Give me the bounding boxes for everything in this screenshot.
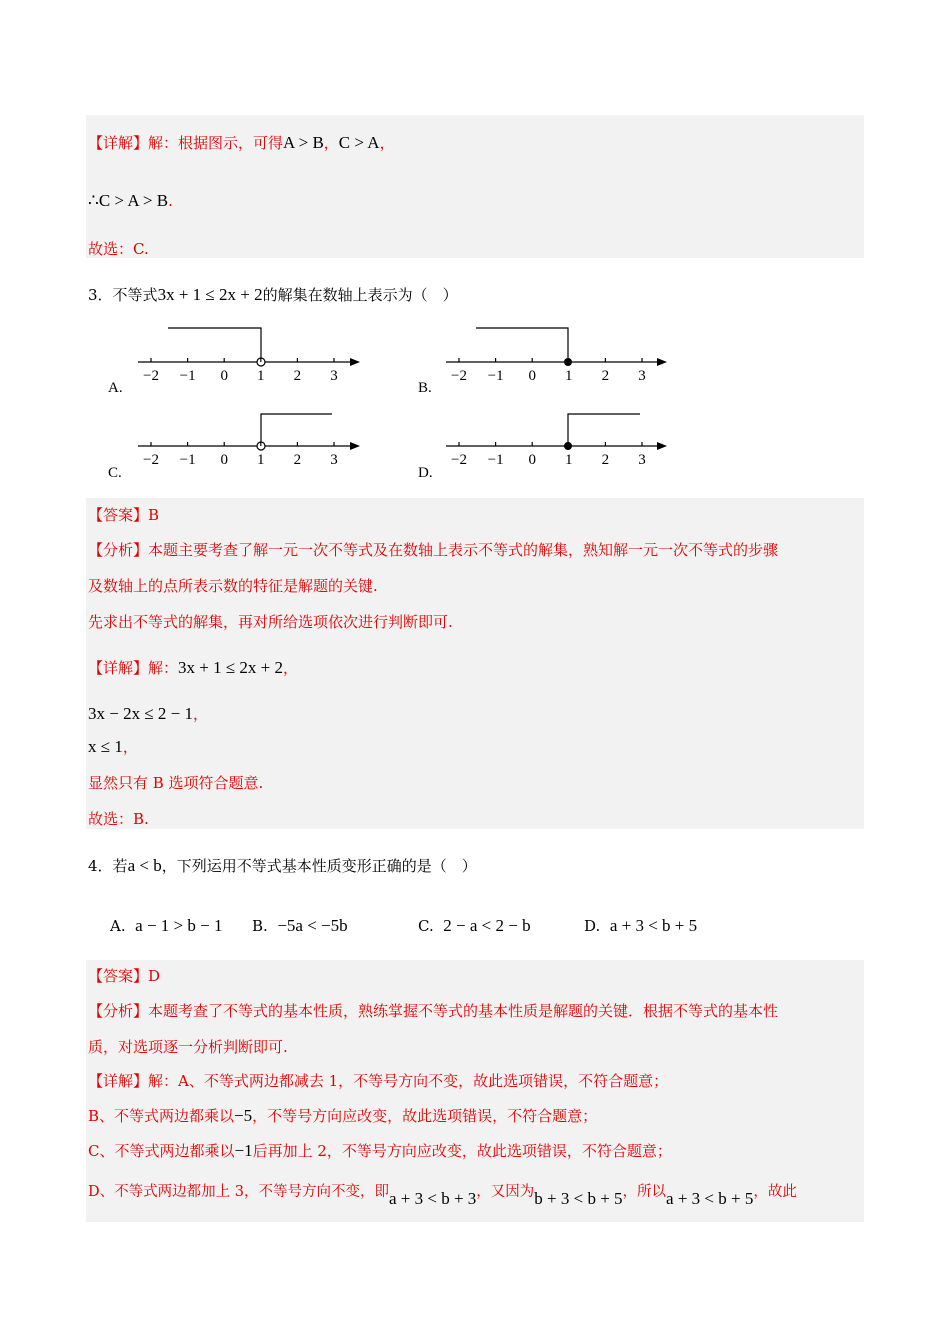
q4-detail-a: 【详解】解：A、不等式两边都减去 1，不等号方向不变，故此选项错误，不符合题意； xyxy=(88,1072,669,1090)
q3-choice: 故选：B. xyxy=(88,810,149,828)
tick-label: 1 xyxy=(257,452,265,468)
tick-label: 2 xyxy=(293,368,302,384)
q4-stem: 4．若a < b，下列运用不等式基本性质变形正确的是（ ） xyxy=(88,856,477,875)
tick-label: 3 xyxy=(638,368,646,384)
tick-label: −1 xyxy=(487,368,504,384)
closed-point xyxy=(564,442,572,450)
tick-label: 0 xyxy=(220,368,228,384)
option-d-label: D. xyxy=(418,465,433,481)
q3-detail-step3: x ≤ 1， xyxy=(88,737,138,756)
q3-options-figure xyxy=(0,318,950,488)
q3-conclusion: 显然只有 B 选项符合题意. xyxy=(88,774,264,792)
q2-choice: 故选：C. xyxy=(88,240,149,258)
q3-analysis-3: 先求出不等式的解集，再对所给选项依次进行判断即可. xyxy=(88,613,453,631)
tick-label: 1 xyxy=(257,368,265,384)
q2-detail-line: 【详解】解：根据图示，可得A > B，C > A， xyxy=(88,133,395,152)
tick-label: 1 xyxy=(565,368,573,384)
closed-point xyxy=(564,358,572,366)
option-c-label: C. xyxy=(108,465,122,481)
tick-label: −2 xyxy=(143,452,159,468)
q3-detail-step2: 3x − 2x ≤ 2 − 1， xyxy=(88,704,209,723)
tick-label: −2 xyxy=(143,368,159,384)
tick-label: 3 xyxy=(638,452,646,468)
tick-label: 0 xyxy=(528,452,536,468)
tick-label: 0 xyxy=(528,368,536,384)
q3-answer: 【答案】B xyxy=(88,506,160,524)
tick-label: −2 xyxy=(451,452,467,468)
q4-option-b[interactable]: B. −5a < −5b xyxy=(252,916,348,935)
option-a-numberline[interactable] xyxy=(108,328,360,396)
option-b-label: B. xyxy=(418,380,432,396)
option-b-numberline[interactable] xyxy=(418,328,667,396)
q4-answer: 【答案】D xyxy=(88,967,161,985)
tick-label: 1 xyxy=(565,452,573,468)
option-c-numberline[interactable] xyxy=(108,414,360,481)
tick-label: 3 xyxy=(330,368,338,384)
option-a-label: A. xyxy=(108,380,123,396)
q4-detail-d: D、不等式两边都加上 3，不等号方向不变，即a + 3 < b + 3，又因为b + 3 < b + 5，所以a + 3 < b + 5，故此 xyxy=(88,1184,797,1208)
tick-label: −1 xyxy=(487,452,504,468)
q2-therefore-line: ∴C > A > B. xyxy=(88,191,173,210)
tick-label: 2 xyxy=(601,452,610,468)
tick-label: −2 xyxy=(451,368,467,384)
q4-analysis-2: 质，对选项逐一分析判断即可. xyxy=(88,1038,288,1056)
q4-detail-b: B、不等式两边都乘以−5，不等号方向应改变，故此选项错误，不符合题意； xyxy=(88,1106,598,1125)
tick-label: 3 xyxy=(330,452,338,468)
q4-detail-c: C、不等式两边都乘以−1后再加上 2，不等号方向应改变，故此选项错误，不符合题意； xyxy=(88,1141,672,1160)
q4-option-c[interactable]: C. 2 − a < 2 − b xyxy=(418,916,531,935)
tick-label: −1 xyxy=(179,452,196,468)
q4-option-a[interactable]: A. a − 1 > b − 1 xyxy=(110,916,223,935)
q3-stem: 3．不等式3x + 1 ≤ 2x + 2的解集在数轴上表示为（ ） xyxy=(88,285,458,304)
option-d-numberline[interactable] xyxy=(418,414,667,481)
q4-option-d[interactable]: D. a + 3 < b + 5 xyxy=(584,916,698,935)
tick-label: 2 xyxy=(293,452,302,468)
q3-analysis-2: 及数轴上的点所表示数的特征是解题的关键. xyxy=(88,577,378,595)
tick-label: 0 xyxy=(220,452,228,468)
q3-detail-step1: 【详解】解：3x + 1 ≤ 2x + 2， xyxy=(88,658,299,677)
q3-analysis-1: 【分析】本题主要考查了解一元一次不等式及在数轴上表示不等式的解集，熟知解一元一次不等式的步骤 xyxy=(88,541,779,559)
q4-analysis-1: 【分析】本题考查了不等式的基本性质，熟练掌握不等式的基本性质是解题的关键．根据不等式的基本性 xyxy=(88,1002,779,1020)
tick-label: −1 xyxy=(179,368,196,384)
tick-label: 2 xyxy=(601,368,610,384)
